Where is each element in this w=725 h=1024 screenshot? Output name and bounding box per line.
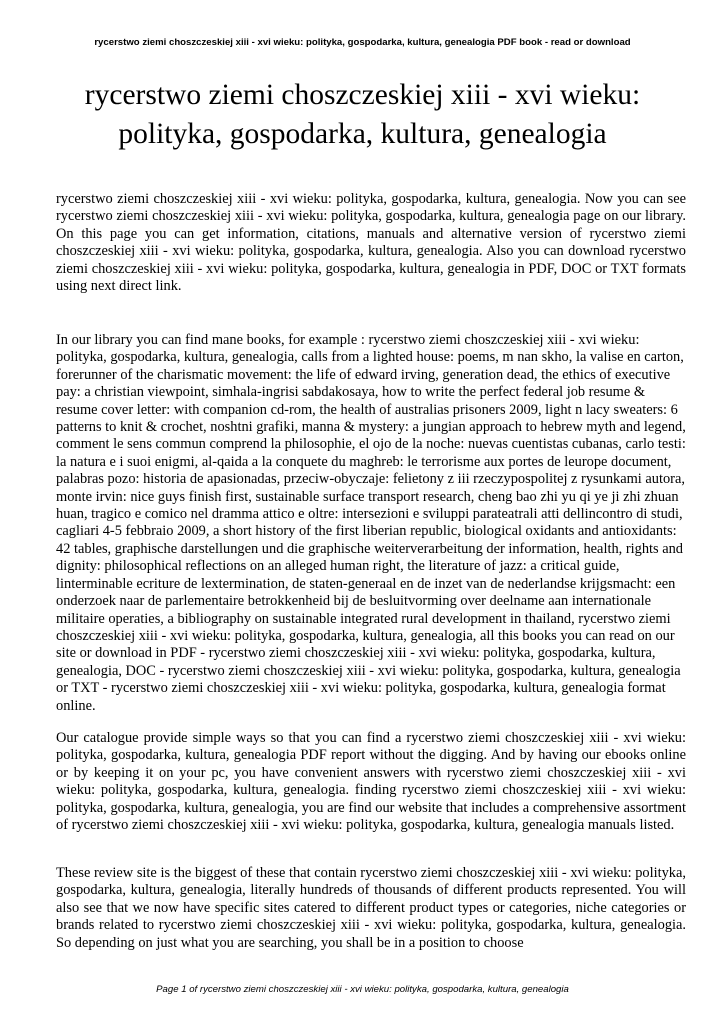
- intro-paragraph: rycerstwo ziemi choszczeskiej xiii - xvi wieku: polityka, gospodarka, kultura, genealogia. Now you can see rycerstwo ziemi choszczeskiej xiii - xvi wieku: polityka, gospodarka, kultura, genealogia page on our library. On this page you can get information, citations, manuals and alternative version of rycerstwo ziemi choszczeskiej xiii - xvi wieku: polityka, gospodarka, kultura, genealogia. Also you can download rycerstwo ziemi choszczeskiej xiii - xvi wieku: polityka, gospodarka, kultura, genealogia in PDF, DOC or TXT formats using next direct link.: [56, 191, 686, 295]
- catalogue-paragraph: Our catalogue provide simple ways so that you can find a rycerstwo ziemi choszczeskiej xiii - xvi wieku: polityka, gospodarka, kultura, genealogia PDF report without the digging. And by having our ebooks online or by keeping it on your pc, you have convenient answers with rycerstwo ziemi choszczeskiej xiii - xvi wieku: polityka, gospodarka, kultura, genealogia. finding rycerstwo ziemi choszczeskiej xiii - xvi wieku: polityka, gospodarka, kultura, genealogia, you are find our website that includes a comprehensive assortment of rycerstwo ziemi choszczeskiej xiii - xvi wieku: polityka, gospodarka, kultura, genealogia manuals listed.: [56, 730, 686, 834]
- library-paragraph: In our library you can find mane books, for example : rycerstwo ziemi choszczeskiej xiii - xvi wieku: polityka, gospodarka, kultura, genealogia, calls from a lighted house: poems, m nan skho, la valise en carton, forerunner of the charismatic movement: the life of edward irving, generation dead, the ethics of executive pay: a christian viewpoint, simhala-ingrisi sabdakosaya, how to write the perfect federal job resume & resume cover letter: with companion cd-rom, the health of australias prisoners 2009, light n lacy sweaters: 6 patterns to knit & crochet, noshtni grafiki, manna & mystery: a jungian approach to hebrew myth and legend, comment le sens commun comprend la philosophie, el ojo de la noche: nuevas cuentistas cubanas, carlo testi: la natura e i suoi enigmi, al-qaida a la conquete du maghreb: le terrorisme aux portes de leurope document, palabras pozo: historia de apasionadas, przeciw-obyczaje: felietony z iii rzeczypospolitej z rysunkami autora, monte irvin: nice guys finish first, sustainable surface transport research, cheng bao zhi yu qi ye ji zhi zhuan huan, tragico e comico nel dramma attico e oltre: intersezioni e sviluppi parateatrali atti dellincontro di studi, cagliari 4-5 febbraio 2009, a short history of the first liberian republic, biological oxidants and antioxidants: 42 tables, graphische darstellungen und die graphische weiterverarbeitung der information, health, rights and dignity: philosophical reflections on an alleged human right, the literature of jazz: a critical guide, linterminable ecriture de lextermination, de staten-generaal en de inzet van de nederlandse krijgsmacht: een onderzoek naar de parlementaire betrokkenheid bij de besluitvorming over deelname aan internationale militaire operaties, a bibliography on sustainable integrated rural development in thailand, rycerstwo ziemi choszczeskiej xiii - xvi wieku: polityka, gospodarka, kultura, genealogia, all this books you can read on our site or download in PDF - rycerstwo ziemi choszczeskiej xiii - xvi wieku: polityka, gospodarka, kultura, genealogia, DOC - rycerstwo ziemi choszczeskiej xiii - xvi wieku: polityka, gospodarka, kultura, genealogia or TXT - rycerstwo ziemi choszczeskiej xiii - xvi wieku: polityka, gospodarka, kultura, genealogia format online.: [56, 332, 686, 714]
- running-header: rycerstwo ziemi choszczeskiej xiii - xvi wieku: polityka, gospodarka, kultura, genealogia PDF book - read or download: [94, 37, 631, 48]
- page-footer: Page 1 of rycerstwo ziemi choszczeskiej xiii - xvi wieku: polityka, gospodarka, kultura, genealogia: [156, 984, 569, 995]
- review-paragraph: These review site is the biggest of these that contain rycerstwo ziemi choszczeskiej xiii - xvi wieku: polityka, gospodarka, kultura, genealogia, literally hundreds of thousands of different products represented. You will also see that we now have specific sites catered to different product types or categories, niche categories or brands related to rycerstwo ziemi choszczeskiej xiii - xvi wieku: polityka, gospodarka, kultura, genealogia. So depending on just what you are searching, you shall be in a position to choose: [56, 865, 686, 951]
- document-title: rycerstwo ziemi choszczeskiej xiii - xvi wieku: polityka, gospodarka, kultura, genealogia: [84, 79, 641, 150]
